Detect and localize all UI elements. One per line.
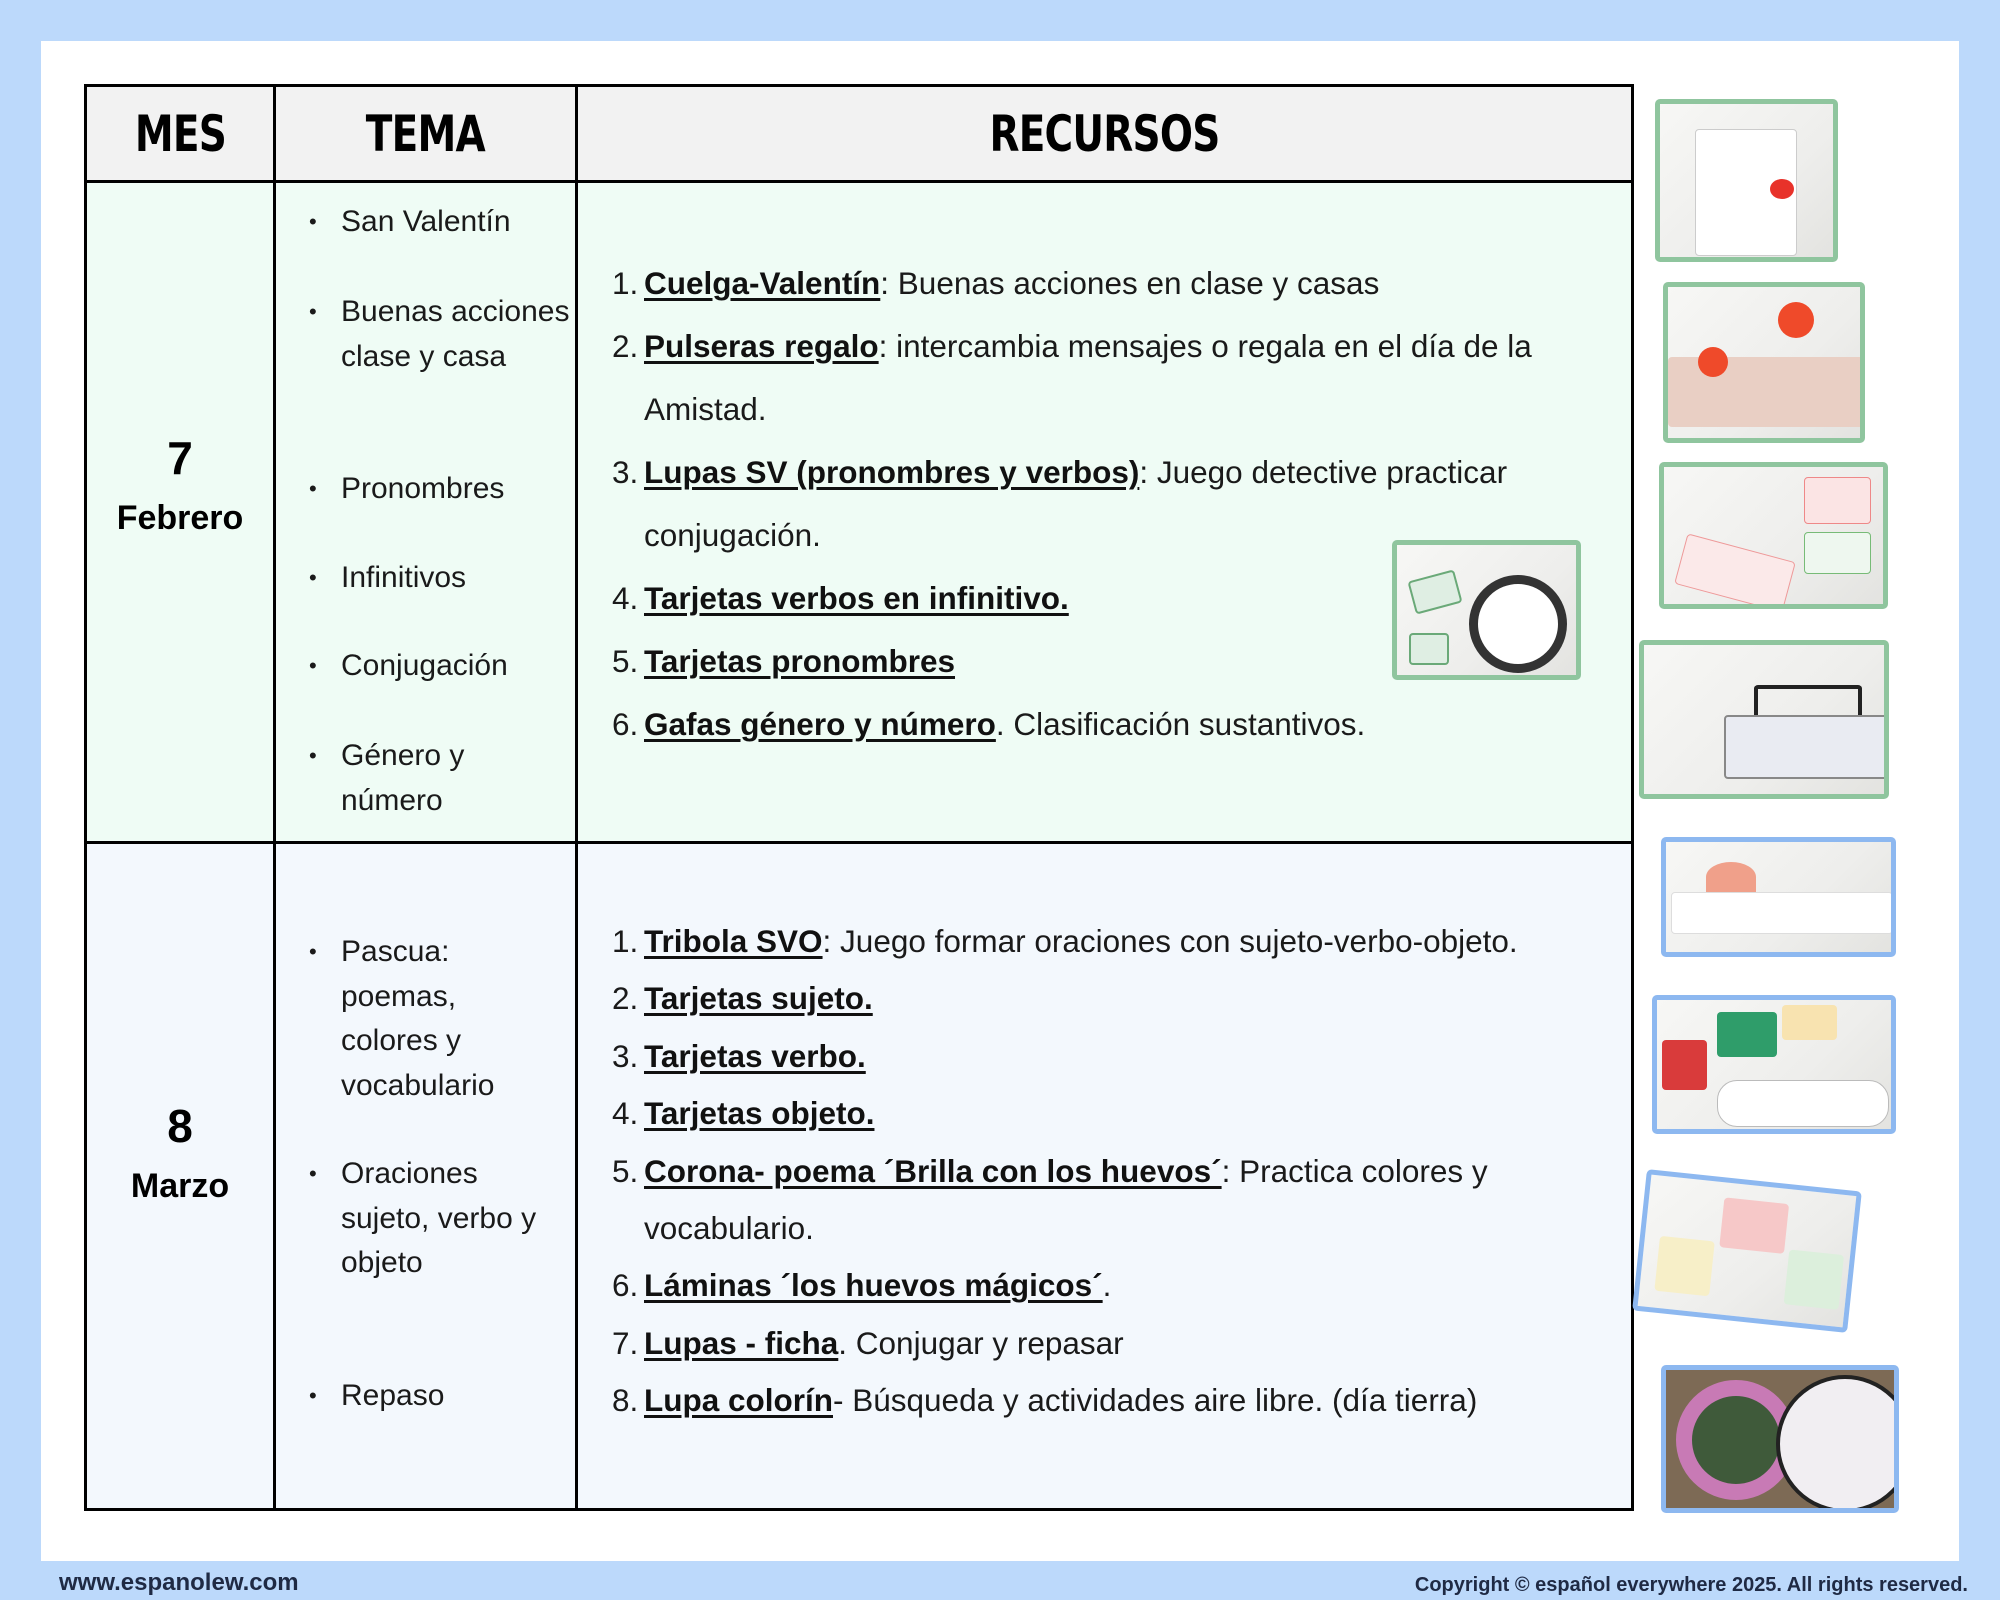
cuelga-valentin-image[interactable] [1655, 99, 1838, 262]
recurso-link[interactable]: Láminas ´los huevos mágicos´ [644, 1267, 1103, 1304]
text: Pascua: poemas, colores y vocabulario [341, 935, 495, 1102]
text: : intercambia mensajes o regala en el día de la Amistad. [644, 328, 1532, 427]
recurso-link[interactable]: Cuelga-Valentín [644, 265, 881, 301]
recurso-item [612, 693, 1622, 756]
recurso-item [612, 1372, 1622, 1429]
text: 2. [612, 328, 639, 364]
text: 5. [612, 1152, 639, 1189]
recurso-item [612, 1028, 1622, 1085]
text: : Juego formar oraciones con sujeto-verbo-objeto. [822, 923, 1518, 959]
recurso-item [612, 1085, 1622, 1142]
month-number: 7 [167, 432, 193, 484]
recurso-link[interactable]: Lupas SV (pronombres y verbos) [644, 454, 1140, 490]
recurso-link[interactable]: Tarjetas sujeto. [644, 980, 873, 1017]
text: 4. [612, 1095, 639, 1132]
tema-item [309, 1152, 571, 1286]
corona-image[interactable] [1661, 837, 1896, 957]
month-name: Marzo [130, 1167, 230, 1205]
text: 7. [612, 1324, 639, 1361]
header-mes [87, 87, 273, 183]
bullet-icon: • [309, 1161, 317, 1186]
row-divider [87, 841, 1631, 844]
recurso-item [612, 1315, 1622, 1372]
gafas-image[interactable] [1639, 640, 1889, 799]
bullet-icon: • [309, 209, 317, 234]
month-name: Febrero [116, 499, 244, 537]
header-mes-label: MES [134, 104, 226, 163]
text: 2. [612, 980, 639, 1017]
text: Pronombres [341, 472, 505, 505]
header-tema-label: TEMA [365, 104, 486, 163]
text: 8. [612, 1382, 639, 1419]
recurso-link[interactable]: Tarjetas pronombres [644, 643, 956, 679]
copyright-text: Copyright © español everywhere 2025. All rights reserved. [1414, 1574, 1968, 1596]
header-recursos [578, 87, 1631, 183]
tema-item [309, 1374, 641, 1419]
recurso-link[interactable]: Tarjetas objeto. [644, 1095, 875, 1132]
month-febrero [87, 431, 273, 538]
recurso-link[interactable]: Lupas - ficha [644, 1324, 839, 1361]
recurso-link[interactable]: Tarjetas verbo. [644, 1037, 866, 1074]
bullet-icon: • [309, 565, 317, 590]
bullet-icon: • [309, 743, 317, 768]
bullet-icon: • [309, 1383, 317, 1408]
text: . Conjugar y repasar [838, 1324, 1124, 1361]
text: : Juego detective practicar conjugación. [644, 454, 1508, 553]
text: Repaso [341, 1379, 445, 1412]
recurso-item [612, 252, 1622, 315]
recursos-list-marzo [612, 913, 1622, 1430]
text: 4. [612, 580, 639, 616]
bullet-icon: • [309, 299, 317, 324]
text: 5. [612, 643, 639, 679]
text: : Practica colores y vocabulario. [644, 1152, 1488, 1247]
tema-item [309, 200, 641, 245]
lupas-image[interactable] [1659, 462, 1888, 609]
website-link[interactable]: www.espanolew.com [59, 1569, 299, 1596]
text: 1. [612, 923, 639, 959]
recursos-list-febrero [612, 252, 1622, 756]
laminas-image[interactable] [1632, 1169, 1862, 1333]
tema-item [309, 734, 541, 823]
recurso-item [612, 913, 1622, 970]
recurso-link[interactable]: Corona- poema ´Brilla con los huevos´ [644, 1152, 1222, 1189]
recurso-link[interactable]: Pulseras regalo [644, 328, 879, 364]
recurso-item [612, 1257, 1622, 1314]
column-divider [273, 87, 276, 1508]
bullet-icon: • [309, 476, 317, 501]
recurso-item [612, 970, 1622, 1027]
text: Género y número [341, 739, 465, 817]
text: : Buenas acciones en clase y casas [880, 265, 1380, 301]
recurso-link[interactable]: Gafas género y número [644, 706, 996, 742]
pulseras-image[interactable] [1663, 282, 1865, 443]
text: 1. [612, 265, 639, 301]
text: Infinitivos [341, 561, 467, 594]
recurso-link[interactable]: Tarjetas verbos en infinitivo. [644, 580, 1069, 616]
text: . Clasificación sustantivos. [995, 706, 1366, 742]
month-marzo [87, 1099, 273, 1206]
tema-item [309, 644, 641, 689]
text: San Valentín [341, 205, 511, 238]
text: Conjugación [341, 649, 508, 682]
tarjetas-svo-image[interactable] [1652, 995, 1896, 1134]
recurso-item [612, 315, 1622, 441]
header-recursos-label: RECURSOS [989, 104, 1220, 163]
recurso-link[interactable]: Tribola SVO [644, 923, 823, 959]
calendar-table [84, 84, 1634, 1511]
bullet-icon: • [309, 653, 317, 678]
text: 3. [612, 454, 639, 490]
tema-item [309, 556, 641, 601]
recurso-item [612, 1143, 1622, 1258]
header-tema [276, 87, 575, 183]
lupa-colorin-image[interactable] [1661, 1365, 1899, 1513]
text: - Búsqueda y actividades aire libre. (día tierra) [833, 1382, 1478, 1419]
text: . [1102, 1267, 1112, 1304]
text: Oraciones sujeto, verbo y objeto [341, 1157, 537, 1280]
text: 6. [612, 706, 639, 742]
tema-item [309, 290, 641, 379]
recurso-link[interactable]: Lupa colorín [644, 1382, 833, 1419]
month-number: 8 [167, 1100, 193, 1152]
verb-wheel-image [1392, 540, 1581, 680]
bullet-icon: • [309, 939, 317, 964]
text: 3. [612, 1037, 639, 1074]
text: Buenas acciones clase y casa [341, 295, 570, 373]
text: 6. [612, 1267, 639, 1304]
tema-item [309, 467, 641, 512]
tema-item [309, 930, 541, 1108]
